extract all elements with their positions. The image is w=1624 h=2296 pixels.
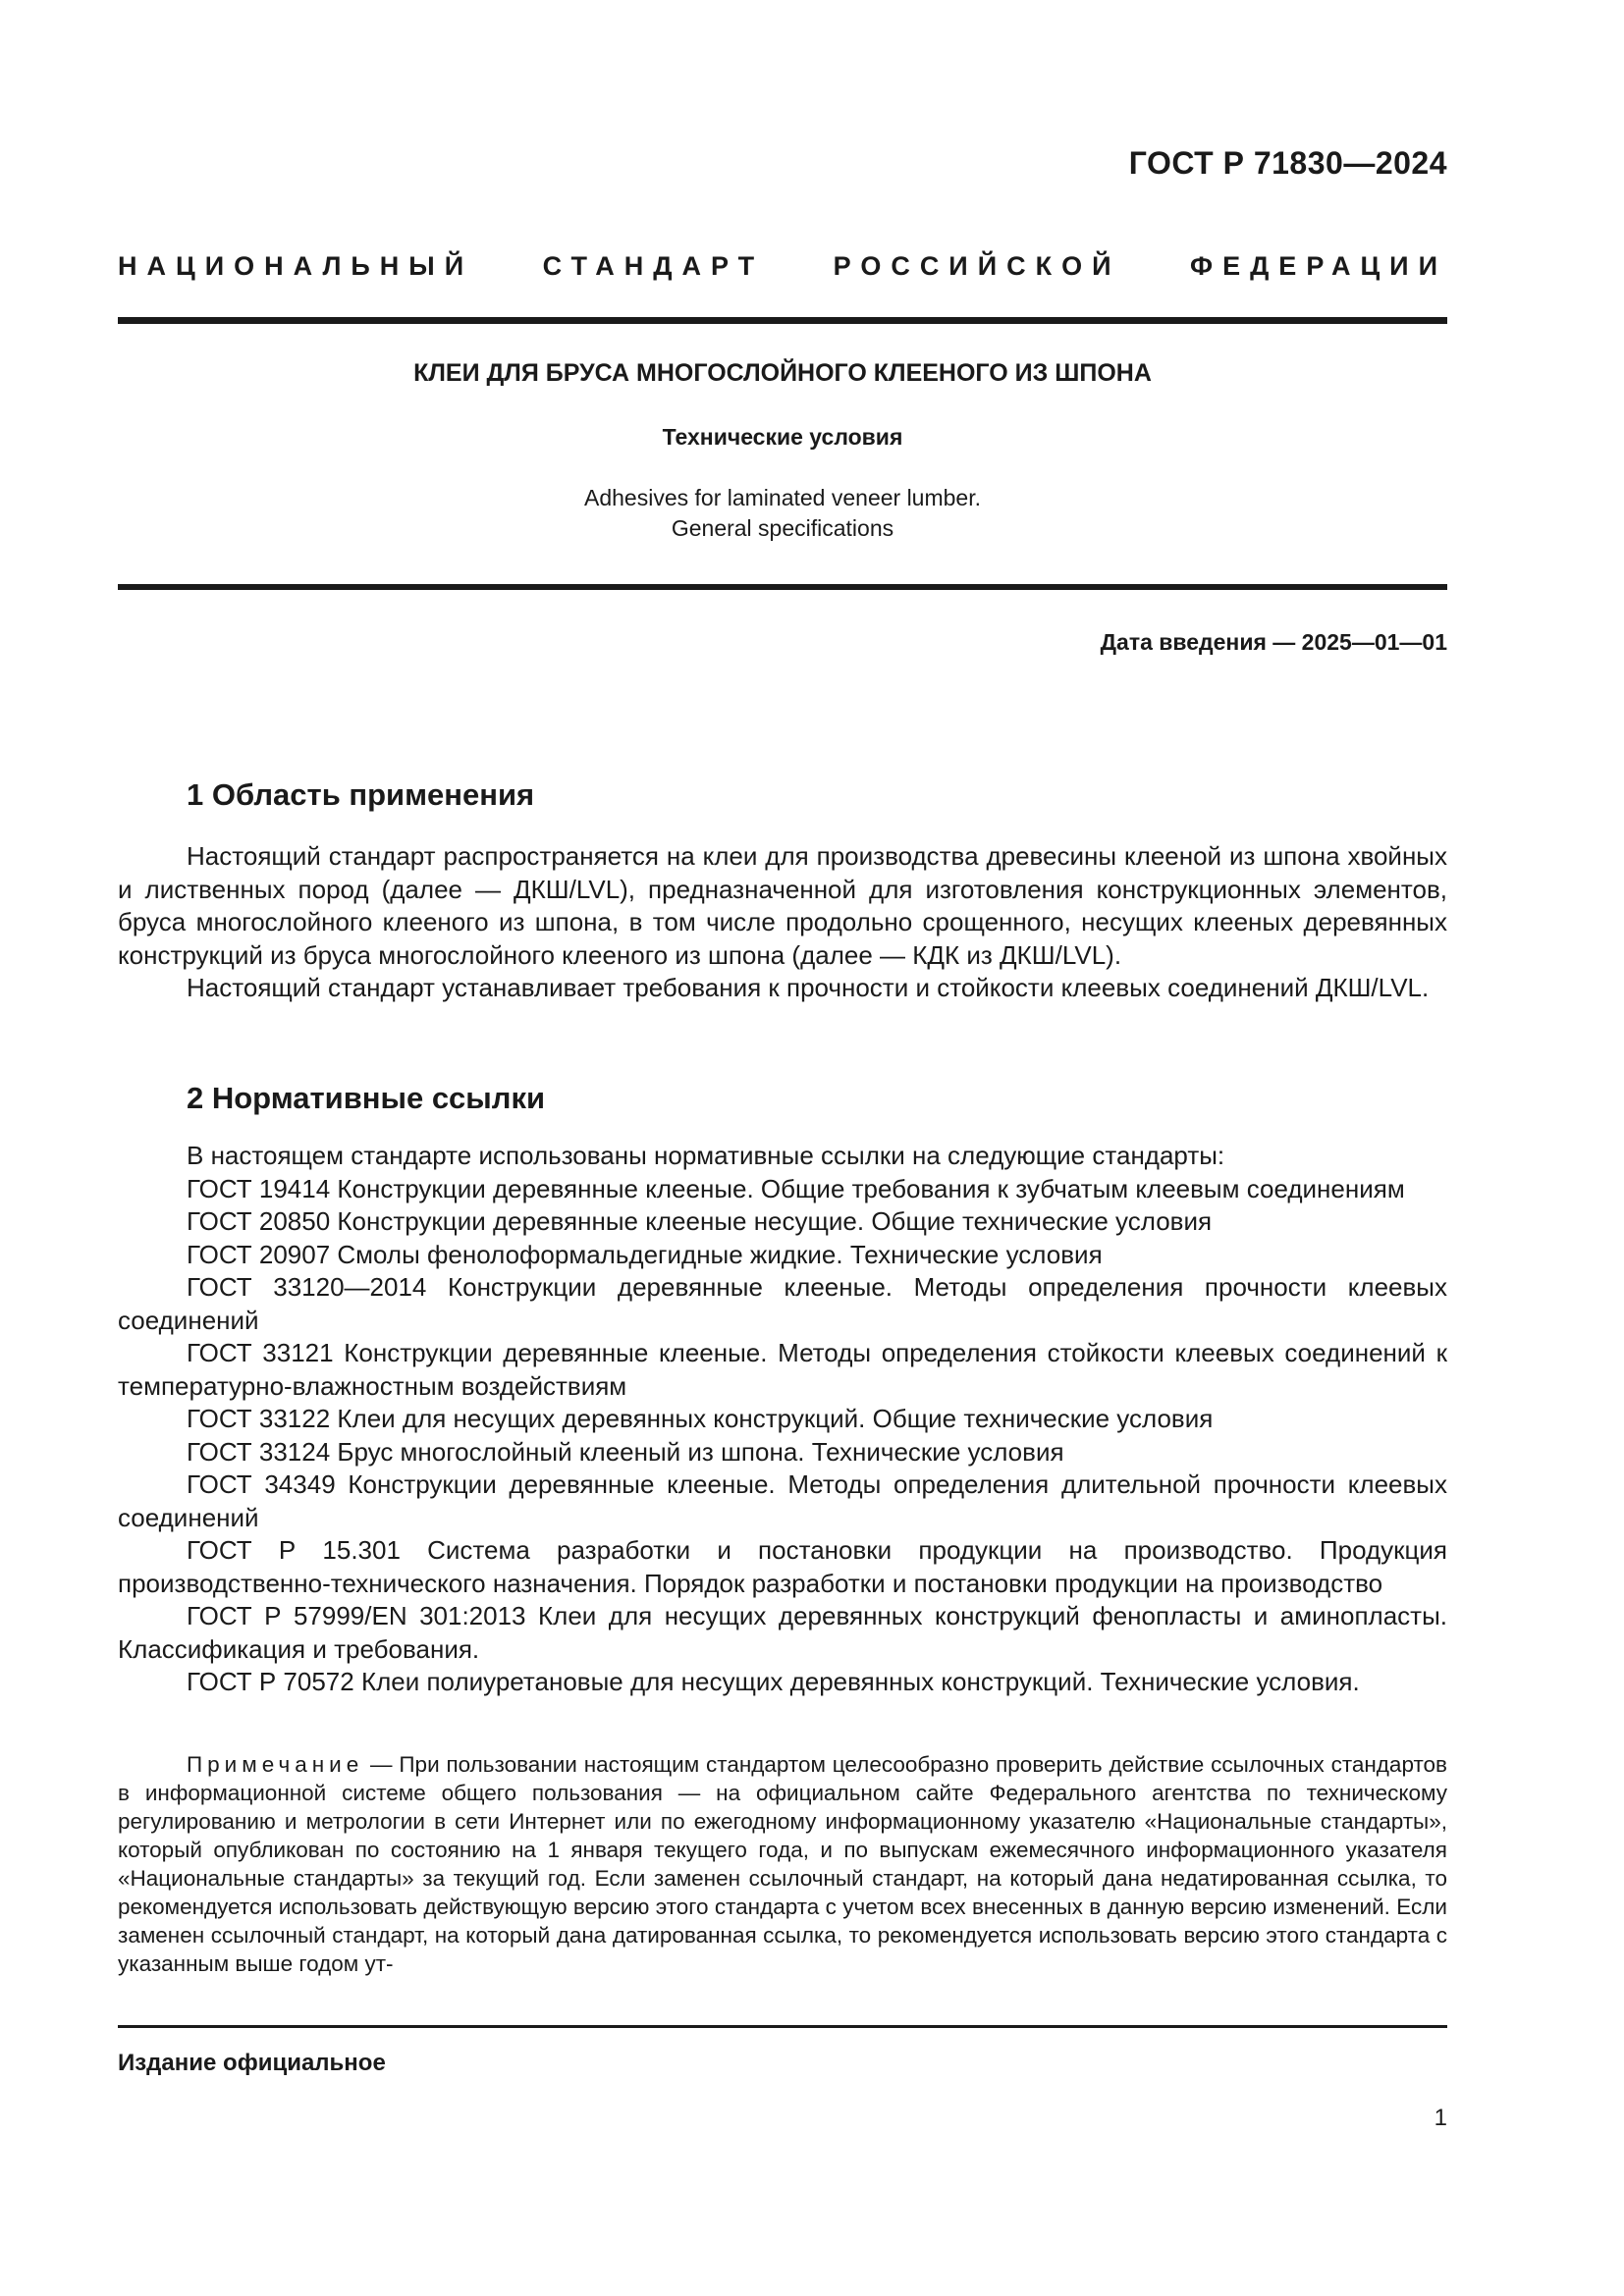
reference-item: ГОСТ 20850 Конструкции деревянные клееные несущие. Общие технические условия — [187, 1206, 1213, 1236]
reference-item: ГОСТ 20907 Смолы фенолоформальдегидные жидкие. Технические условия — [187, 1239, 1103, 1269]
document-subtitle: Технические условия — [662, 424, 903, 450]
reference-item: ГОСТ 19414 Конструкции деревянные клееные. Общие требования к зубчатым клеевым соединениям — [187, 1173, 1405, 1203]
reference-item: ГОСТ Р 57999/EN 301:2013 Клеи для несущих деревянных конструкций фенопласты и аминопласты. Классификация и требования. — [118, 1601, 1447, 1664]
note — [118, 1750, 1447, 1978]
national-standard-banner: НАЦИОНАЛЬНЫЙ СТАНДАРТ РОССИЙСКОЙ ФЕДЕРАЦИИ — [118, 251, 1447, 281]
reference-item: ГОСТ Р 15.301 Система разработки и постановки продукции на производство. Продукция производственно-технического назначения. Порядок разработки и постановки продукции на производство — [118, 1535, 1447, 1598]
reference-item: ГОСТ 34349 Конструкции деревянные клееные. Методы определения длительной прочности клеевых соединений — [118, 1469, 1447, 1532]
page-number: 1 — [1434, 2105, 1447, 2131]
english-title-line-1: Adhesives for laminated veneer lumber. — [584, 485, 981, 510]
footer-divider — [118, 2025, 1447, 2028]
paragraph: Настоящий стандарт распространяется на клеи для производства древесины клееной из шпона хвойных и лиственных пород (далее — ДКШ/LVL), предназначенной для изготовления конструкционных элементов, бруса многослойного клееного из шпона, в том числе продольно срощенного, несущих клееных деревянных конструкций из бруса многослойного клееного из шпона (далее — КДК из ДКШ/LVL). — [118, 841, 1447, 970]
reference-item: ГОСТ Р 70572 Клеи полиуретановые для несущих деревянных конструкций. Технические условия. — [187, 1667, 1360, 1696]
english-title — [118, 483, 1447, 544]
english-title-line-2: General specifications — [671, 515, 894, 541]
top-divider — [118, 317, 1447, 324]
edition-label: Издание официальное — [118, 2050, 386, 2076]
introduction-date: Дата введения — 2025—01—01 — [1100, 629, 1447, 655]
section-1-body — [118, 840, 1447, 1005]
paragraph: Настоящий стандарт устанавливает требования к прочности и стойкости клеевых соединений ДКШ/LVL. — [187, 973, 1430, 1002]
section-2-body — [118, 1140, 1447, 1699]
note-label: Примечание — [187, 1752, 364, 1777]
section-1-heading: 1 Область применения — [187, 777, 535, 812]
document-code: ГОСТ Р 71830—2024 — [1128, 145, 1447, 181]
title-divider — [118, 584, 1447, 590]
note-text: — При пользовании настоящим стандартом целесообразно проверить действие ссылочных стандартов в информационной системе общего пользования — на официальном сайте Федерального агентства по техническому регулированию и метрологии в сети Интернет или по ежегодному информационному указателю «Национальные стандарты», который опубликован по состоянию на 1 января текущего года, и по выпускам ежемесячного информационного указателя «Национальные стандарты» за текущий год. Если заменен ссылочный стандарт, на который дана недатированная ссылка, то рекомендуется использовать действующую версию этого стандарта с учетом всех внесенных в данную версию изменений. Если заменен ссылочный стандарт, на который дана датированная ссылка, то рекомендуется использовать версию этого стандарта с указанным выше годом ут- — [118, 1752, 1447, 1976]
document-title: КЛЕИ ДЛЯ БРУСА МНОГОСЛОЙНОГО КЛЕЕНОГО ИЗ ШПОНА — [413, 359, 1152, 387]
reference-item: ГОСТ 33120—2014 Конструкции деревянные клееные. Методы определения прочности клеевых соединений — [118, 1272, 1447, 1335]
reference-item: ГОСТ 33121 Конструкции деревянные клееные. Методы определения стойкости клеевых соединений к температурно-влажностным воздействиям — [118, 1338, 1447, 1401]
paragraph: В настоящем стандарте использованы нормативные ссылки на следующие стандарты: — [187, 1141, 1225, 1170]
reference-item: ГОСТ 33122 Клеи для несущих деревянных конструкций. Общие технические условия — [187, 1404, 1214, 1433]
reference-item: ГОСТ 33124 Брус многослойный клееный из шпона. Технические условия — [187, 1436, 1064, 1467]
section-2-heading: 2 Нормативные ссылки — [187, 1081, 546, 1115]
